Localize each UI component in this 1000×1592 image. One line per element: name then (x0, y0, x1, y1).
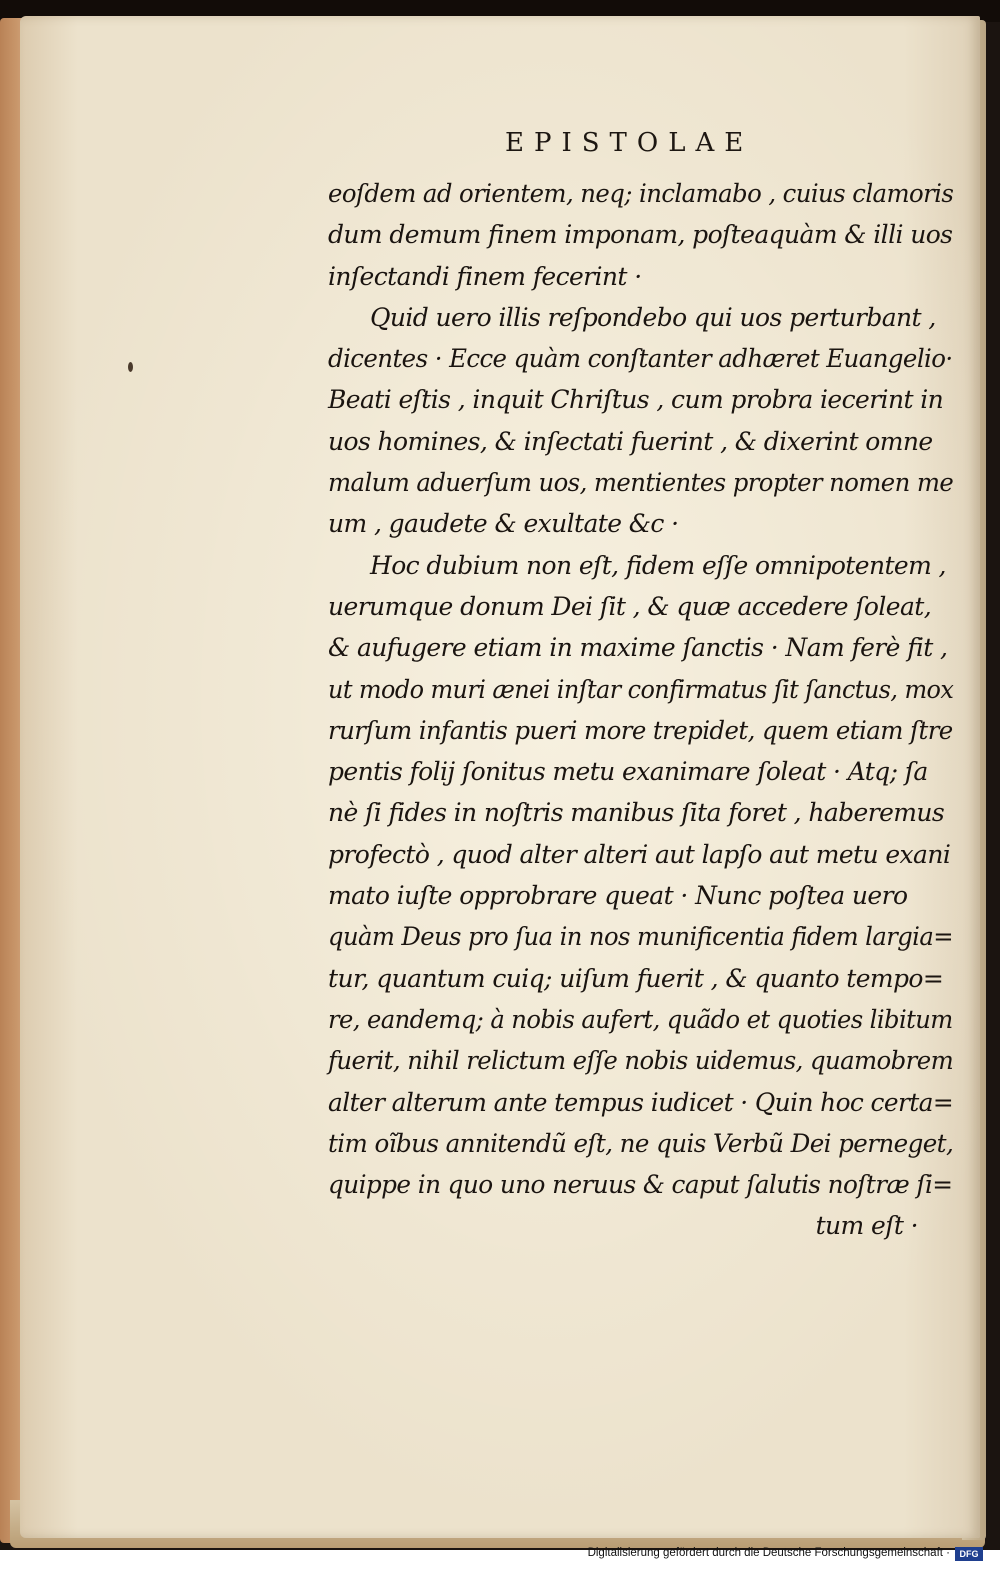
text-line: tum eſt · (815, 1211, 918, 1241)
running-title: EPISTOLAE (505, 128, 754, 158)
text-line: quippe in quo uno neruus & caput ſalutis noſtræ ſi= (328, 1170, 953, 1200)
text-line: malum aduerſum uos, mentientes propter nomen me (328, 468, 954, 498)
text-line: quàm Deus pro ſua in nos munificentia fidem largia= (328, 922, 953, 952)
text-line: fuerit, nihil relictum eſſe nobis uidemus, quamobrem (328, 1046, 954, 1076)
funding-credit: Digitalisierung gefördert durch die Deutsche Forschungsgemeinschaft · (587, 1547, 950, 1559)
text-line: Beati eſtis , inquit Chriſtus , cum probra iecerint in (328, 385, 944, 415)
text-line: inſectandi finem fecerint · (328, 261, 642, 291)
text-line: nè ſi fides in noſtris manibus ſita foret , haberemus (328, 798, 945, 828)
text-line: pentis folij ſonitus metu exanimare ſoleat · Atq; ſa (328, 757, 928, 787)
text-line: re, eandemq; à nobis aufert, quãdo et quoties libitum (328, 1004, 953, 1034)
text-line: dicentes · Ecce quàm conſtanter adhæret Euangelio· (328, 344, 953, 374)
text-line: tim oĩbus annitendũ eſt, ne quis Verbũ Dei perneget, (328, 1128, 954, 1158)
text-line: dum demum finem imponam, poſteaquàm & illi uos (328, 220, 953, 250)
text-line: rurſum infantis pueri more trepidet, quem etiam ſtre (328, 715, 953, 745)
text-line: & aufugere etiam in maxime ſanctis · Nam ferè fit , (328, 633, 948, 663)
text-line: tur, quantum cuiq; uiſum fuerit , & quanto tempo= (328, 963, 944, 993)
text-line: um , gaudete & exultate &c · (328, 509, 679, 539)
body-text (328, 173, 953, 1247)
text-line: uerumque donum Dei ſit , & quæ accedere ſoleat, (328, 591, 932, 621)
text-line: mato iuſte opprobrare queat · Nunc poſtea uero (328, 881, 908, 911)
ink-spot (128, 362, 133, 372)
text-line: uos homines, & inſectati fuerint , & dixerint omne (328, 426, 933, 456)
text-line: Hoc dubium non eſt, fidem eſſe omnipotentem , (370, 550, 946, 580)
text-line: Quid uero illis reſpondebo qui uos perturbant , (370, 302, 936, 332)
text-line: ut modo muri ænei inſtar confirmatus ſit ſanctus, mox (328, 674, 954, 704)
text-line: eoſdem ad orientem, neq; inclamabo , cuius clamoris (328, 179, 954, 208)
text-line: profectò , quod alter alteri aut lapſo aut metu exani (328, 839, 951, 869)
text-line: alter alterum ante tempus iudicet · Quin hoc certa= (328, 1087, 954, 1117)
dfg-logo: DFG (955, 1547, 983, 1561)
